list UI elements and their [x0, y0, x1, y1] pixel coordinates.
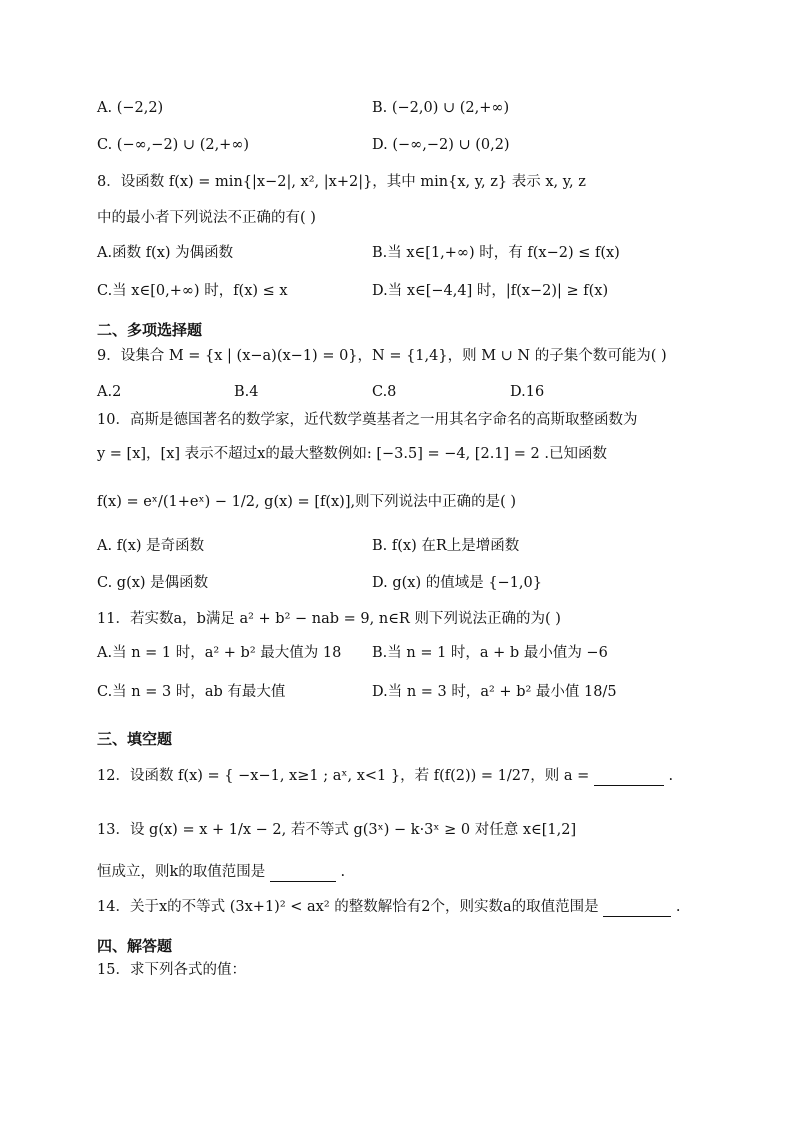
q8-option-c: C.当 x∈[0,+∞) 时，f(x) ≤ x: [97, 283, 288, 299]
q10-option-b: B. f(x) 在R上是增函数: [372, 538, 520, 554]
q10-stem-line2: y = [x]，[x] 表示不超过x的最大整数例如: [−3.5] = −4, [2.1] = 2 .已知函数: [97, 446, 607, 462]
q11-option-d: D.当 n = 3 时，a² + b² 最小值 18/5: [372, 684, 617, 700]
q7-option-b: B. (−2,0) ∪ (2,+∞): [372, 100, 510, 116]
q8-option-b: B.当 x∈[1,+∞) 时，有 f(x−2) ≤ f(x): [372, 245, 620, 261]
q13-answer-blank[interactable]: [270, 865, 336, 882]
q14-answer-blank[interactable]: [603, 900, 671, 917]
q9-stem: 9．设集合 M = {x | (x−a)(x−1) = 0}，N = {1,4}，则 M ∪ N 的子集个数可能为( ): [97, 348, 667, 364]
q11-stem: 11．若实数a，b满足 a² + b² − nab = 9, n∈R 则下列说法正确的为( ): [97, 611, 561, 627]
q14-line: [97, 897, 680, 917]
q7-option-d: D. (−∞,−2) ∪ (0,2): [372, 137, 510, 153]
q11-option-b: B.当 n = 1 时，a + b 最小值为 −6: [372, 645, 608, 661]
section-heading-4: 四、解答题: [97, 937, 173, 955]
q11-option-c: C.当 n = 3 时，ab 有最大值: [97, 684, 286, 700]
q9-option-b: B.4: [234, 384, 259, 400]
q12-answer-blank[interactable]: [594, 769, 664, 786]
q13-end: .: [340, 864, 346, 880]
q10-option-d: D. g(x) 的值域是 {−1,0}: [372, 575, 542, 591]
q9-option-d: D.16: [510, 384, 545, 400]
q14-stem: 14．关于x的不等式 (3x+1)² < ax² 的整数解恰有2个，则实数a的取值范围是: [97, 899, 599, 915]
q13-line2: [97, 862, 345, 882]
q14-end: .: [675, 899, 681, 915]
section-heading-2: 二、多项选择题: [97, 321, 203, 339]
q10-stem-line3: f(x) = eˣ/(1+eˣ) − 1/2, g(x) = [f(x)],则下列说法中正确的是( ): [97, 494, 517, 510]
q9-option-c: C.8: [372, 384, 397, 400]
q15-stem: 15．求下列各式的值：: [97, 962, 246, 978]
q8-option-a: A.函数 f(x) 为偶函数: [97, 245, 234, 261]
q7-option-c: C. (−∞,−2) ∪ (2,+∞): [97, 137, 250, 153]
q10-option-c: C. g(x) 是偶函数: [97, 575, 209, 591]
section-heading-3: 三、填空题: [97, 730, 173, 748]
q13-stem-line2: 恒成立，则k的取值范围是: [97, 864, 266, 880]
q12-end: .: [668, 768, 674, 784]
q13-stem-line1: 13．设 g(x) = x + 1/x − 2, 若不等式 g(3ˣ) − k·3ˣ ≥ 0 对任意 x∈[1,2]: [97, 822, 577, 838]
q12-stem: 12．设函数 f(x) = { −x−1, x≥1 ; aˣ, x<1 }，若 f(f(2)) = 1/27，则 a =: [97, 768, 590, 784]
q11-option-a: A.当 n = 1 时，a² + b² 最大值为 18: [97, 645, 342, 661]
q8-stem-line1: 8．设函数 f(x) = min{|x−2|, x², |x+2|}，其中 min{x, y, z} 表示 x, y, z: [97, 174, 586, 190]
q8-option-d: D.当 x∈[−4,4] 时，|f(x−2)| ≥ f(x): [372, 283, 609, 299]
q8-stem-line2: 中的最小者下列说法不正确的有( ): [97, 210, 316, 226]
q7-option-a: A. (−2,2): [97, 100, 164, 116]
q12-line: [97, 766, 673, 786]
q10-option-a: A. f(x) 是奇函数: [97, 538, 205, 554]
q9-option-a: A.2: [97, 384, 122, 400]
q10-stem-line1: 10．高斯是德国著名的数学家，近代数学奠基者之一用其名字命名的高斯取整函数为: [97, 412, 638, 428]
